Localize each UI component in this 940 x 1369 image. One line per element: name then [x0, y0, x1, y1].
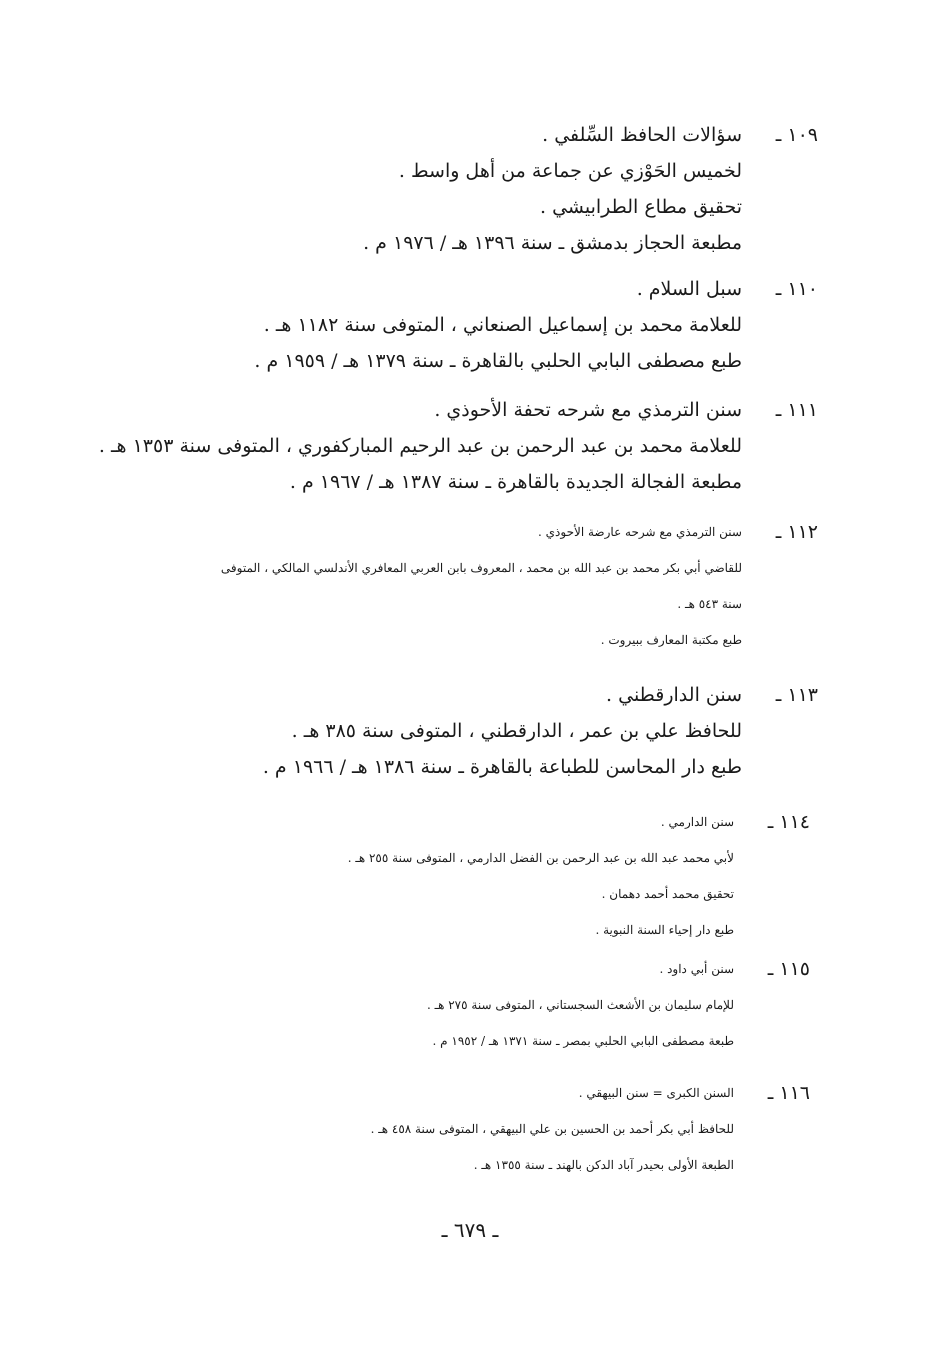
entry-author: للحافظ أبي بكر أحمد بن الحسين بن علي البيهقي ، المتوفى سنة ٤٥٨ هـ . — [370, 1122, 734, 1136]
entry-title: سنن الترمذي مع شرحه تحفة الأحوذي . — [434, 399, 742, 421]
entry-lines — [114, 951, 734, 1059]
entry-lines — [122, 117, 742, 261]
entry-publication: مطبعة الحجاز بدمشق ـ سنة ١٣٩٦ هـ / ١٩٧٦ م . — [363, 232, 742, 254]
entry-title: السنن الكبرى = سنن البيهقي . — [578, 1086, 734, 1100]
entry-title: سنن الدارقطني . — [606, 684, 742, 706]
entry-lines — [114, 1075, 734, 1183]
entry-publication: طبع دار إحياء السنة النبوية . — [595, 923, 734, 937]
entry-title: سبل السلام . — [636, 278, 742, 300]
entry-lines — [122, 677, 742, 785]
entry-title: سنن الدارمي . — [660, 815, 734, 829]
entry-author: للحافظ علي بن عمر ، الدارقطني ، المتوفى سنة ٣٨٥ هـ . — [291, 720, 742, 742]
entry-publication: طبعة مصطفى البابي الحلبي بمصر ـ سنة ١٣٧١ هـ / ١٩٥٢ م . — [432, 1034, 734, 1048]
entry-lines — [52, 514, 742, 658]
entry-number: ١١١ ـ — [775, 399, 818, 421]
entry-number: ١١٥ ـ — [767, 958, 810, 980]
entry-title: سنن الترمذي مع شرحه عارضة الأحوذي . — [538, 525, 742, 539]
entry-publication: طبع مكتبة المعارف ببيروت . — [600, 633, 742, 647]
entry-number: ١١٢ ـ — [775, 521, 818, 543]
entry-publication: طبع دار المحاسن للطباعة بالقاهرة ـ سنة ١٣٨٦ هـ / ١٩٦٦ م . — [262, 756, 742, 778]
entry-number: ١١٦ ـ — [767, 1082, 810, 1104]
entry-author: لأبي محمد عبد الله بن عبد الرحمن بن الفضل الدارمي ، المتوفى سنة ٢٥٥ هـ . — [347, 851, 734, 865]
entry-publication: مطبعة الفجالة الجديدة بالقاهرة ـ سنة ١٣٨٧ هـ / ١٩٦٧ م . — [289, 471, 742, 493]
entry-lines — [114, 804, 734, 948]
entry-editor: تحقيق مطاع الطرابيشي . — [539, 196, 742, 218]
entry-lines — [98, 392, 742, 500]
entry-number: ١١٤ ـ — [767, 811, 810, 833]
entry-title: سنن أبي داود . — [659, 962, 734, 976]
entry-publication: طبع مصطفى البابي الحلبي بالقاهرة ـ سنة ١٣٧٩ هـ / ١٩٥٩ م . — [254, 350, 742, 372]
entry-number: ١١٣ ـ — [775, 684, 818, 706]
entry-title: سؤالات الحافظ السِّلفي . — [542, 124, 742, 146]
entry-author: للعلامة محمد بن إسماعيل الصنعاني ، المتوفى سنة ١١٨٢ هـ . — [263, 314, 742, 336]
entry-lines — [122, 271, 742, 379]
entry-author: للإمام سليمان بن الأشعث السجستاني ، المتوفى سنة ٢٧٥ هـ . — [426, 998, 734, 1012]
entry-author: للقاضي أبي بكر محمد بن عبد الله بن محمد ، المعروف بابن العربي المعافري الأندلسي المالكي ، المتوفى — [220, 561, 742, 575]
entry-author: لخميس الحَوْزي عن جماعة من أهل واسط . — [398, 160, 742, 182]
entry-editor: تحقيق محمد أحمد دهمان . — [601, 887, 734, 901]
entry-number: ١١٠ ـ — [775, 278, 818, 300]
entry-publication: الطبعة الأولى بحيدر آباد الدكن بالهند ـ سنة ١٣٥٥ هـ . — [473, 1158, 734, 1172]
entry-number: ١٠٩ ـ — [775, 124, 818, 146]
page-number: ـ ٦٧٩ ـ — [441, 1218, 499, 1242]
entry-author: للعلامة محمد بن عبد الرحمن بن عبد الرحيم المباركفوري ، المتوفى سنة ١٣٥٣ هـ . — [98, 435, 742, 457]
entry-author-continued: سنة ٥٤٣ هـ . — [677, 597, 742, 611]
